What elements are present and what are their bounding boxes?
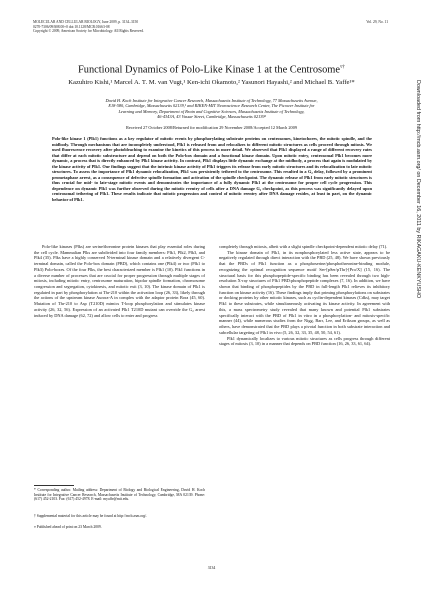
affiliations (42, 98, 381, 120)
journal-line-1: MOLECULAR AND CELLULAR BIOLOGY, June 2009, p. 3134–3150 (33, 20, 139, 24)
abstract: Polo-like kinase 1 (Plk1) functions as a key regulator of mitotic events by phosphorylating substrate proteins on centrosomes, kinetochores, the mitotic spindle, and the midbody. Through mechanisms that are incompletely understood, Plk1 is released from and relocalizes to different mitotic structures as cells proceed through mitosis. We used fluorescence recovery after photobleaching to examine the kinetics of this process in more detail. We observed that Plk1 displayed a range of different recovery rates that differ at each mitotic substructure and depend on both the Polo-box domain and a functional kinase domain. Upon mitotic entry, centrosomal Plk1 becomes more dynamic, a process that is directly enhanced by Plk1 kinase activity. In contrast, Plk1 displays little dynamic exchange at the midbody, a process that again is modulated by the kinase activity of Plk1. Our findings suggest that the intrinsic kinase activity of Plk1 triggers its release from early mitotic structures and its relocalization to late mitotic structures. To assess the importance of Plk1 dynamic relocalization, Plk1 was persistently tethered to the centrosome. This resulted in a G₂ delay, followed by a prominent prometaphase arrest, as a consequence of defective spindle formation and activation of the spindle checkpoint. The dynamic release of Plk1 from early mitotic structures is thus crucial for mid- to late-stage mitotic events and demonstrates the importance of a fully dynamic Plk1 at the centrosome for proper cell cycle progression. This dependence on dynamic Plk1 was further observed during the mitotic reentry of cells after a DNA damage G₂ checkpoint, as this process was significantly delayed upon centrosomal tethering of Plk1. These results indicate that mitotic progression and control of mitotic reentry after DNA damage resides, at least in part, on the dynamic behavior of Plk1. (52, 136, 372, 203)
footnote-divider (34, 485, 74, 486)
body-paragraph: Plk1 dynamically localizes to various mitotic structures as cells progress through different stages of mitosis (3, 10) in a manner that depends on PBD function (16, 26, 33, 61, 64). (219, 335, 390, 347)
body-column-right (219, 244, 390, 539)
journal-line-2: 0270-7306/09/$08.00+0 doi:10.1128/MCB.01663-08 (33, 24, 110, 29)
journal-header (33, 20, 233, 34)
supplemental-footnote[interactable]: † Supplemental material for this article may be found at http://mcb.asm.org/. (34, 514, 148, 518)
body-paragraph: completely through mitosis, albeit with a slight spindle checkpoint-dependent mitotic delay (71). (219, 244, 388, 249)
corresponding-author-footnote: * Corresponding author. Mailing address: Department of Biology and Biological Engineering, David H. Koch Institute for Integrative Cancer Research, Massachusetts Institute of Technology, Cambridge, MA 02139. Phone: (617) 452-2103. Fax: (617) 452-4978. E-mail: myaffe@mit.edu. (34, 488, 205, 502)
author-list: Kazuhiro Kishi,¹ Marcel A. T. M. van Vugt,¹ Ken-ichi Okamoto,² Yasunori Hayashi,² and Michael B. Yaffe¹* (68, 79, 355, 86)
title-text: Functional Dynamics of Polo-Like Kinase 1 at the Centrosome (77, 64, 340, 76)
affiliation-line-3: Learning and Memory, Department of Brain and Cognitive Sciences, Massachusetts Institute of Technology, (118, 108, 305, 114)
download-sidebar (414, 80, 421, 520)
article-title (20, 62, 403, 76)
download-notice[interactable]: Downloaded from http://mcb.asm.org/ on December 16, 2011 by RIKAGAKU-KENKYUSHO (415, 80, 421, 299)
body-paragraph: Polo-like kinases (Plks) are serine/threonine protein kinases that play essential roles during the cell cycle. Mammalian Plks are subdivided into four family members: Plk1, Plk2, Plk3, and Plk4 (35). Plks have a highly conserved N-terminal kinase domain and a relatively divergent C-terminal domain, called the Polo-box domain (PBD), which contains one (Plk4) or two (Plk1 to Plk3) Polo-boxes. Of the four Plks, the best characterized member is Plk1 (10). Plk1 functions in a diverse number of processes that are crucial for proper progression through multiple stages of mitosis, including mitotic entry, centrosome maturation, bipolar spindle formation, chromosome congression and segregation, cytokinesis, and mitotic exit (3, 10). The kinase domain of Plk1 is regulated in part by phosphorylation at Thr-210 within the activation loop (26, 33), likely through the actions of the upstream kinase Aurora-A in complex with the adaptor protein Bora (45, 60). Mutation of Thr-210 to Asp (T210D) mimics T-loop phosphorylation and stimulates kinase activity (26, 32, 56). Expression of an activated Plk1 T210D mutant can override the G₂ arrest induced by DNA damage (62, 72) and allow cells to enter and progress (34, 244, 205, 318)
volume-issue: Vol. 29, No. 11 (366, 20, 388, 24)
affiliation-line-1: David H. Koch Institute for Integrative Cancer Research, Massachusetts Institute of Technology, 77 Massachusetts Avenue, (105, 98, 318, 103)
published-footnote: ▿ Published ahead of print on 23 March 2009. (34, 525, 102, 529)
body-paragraph: The kinase domain of Plk1, in its nonphosphorylated less active state, appears to be negatively regulated through direct interaction with the PBD (25, 48). We have shown previously that the PBDs of Plk1 function as a phosphoserine/phosphothreonine-binding module, recognizing the optimal recognition sequence motif Ser-[pSer/pThr]-[Pro/X] (15, 16). The structural basis for this phosphopeptide-specific binding has been revealed through two high-resolution X-ray structures of Plk1 PBD:phosphopeptide complexes (7, 16). In addition, we have shown that binding of phosphopeptides by the PBD in full-length Plk1 relieves its inhibitory function on kinase activity (16). These findings imply that priming phosphorylations on substrates or docking proteins by other mitotic kinases, such as cyclin-dependent kinases (Cdks), may target Plk1 to these substrates, while simultaneously activating its kinase activity. In agreement with this, a mass spectrometry study revealed that many known and potential Plk1 substrates specifically interact with the PBD of Plk1 in vitro in a phosphorylation- and mitosis-specific manner (44), while numerous studies from the Nigg, Barr, Lee, and Erikson groups, as well as others, have demonstrated that the PBD plays a pivotal function in both substrate interaction and subcellular targeting of Plk1 in vivo (5, 26, 32, 33, 35, 48, 50, 54, 61). (219, 249, 390, 335)
title-footnote-marks[interactable]: ▿† (340, 65, 346, 70)
received-dates: Received 27 October 2008/Returned for modification 29 November 2008/Accepted 12 March 2009 (126, 125, 297, 130)
page-number: 3134 (207, 566, 216, 570)
body-column-left (34, 244, 205, 478)
affiliation-line-4: 46-4343A, 43 Vassar Street, Cambridge, Massachusetts 02139² (157, 114, 266, 120)
journal-line-3: Copyright © 2009, American Society for Microbiology. All Rights Reserved. (33, 29, 144, 34)
affiliation-line-2: E18-580, Cambridge, Massachusetts 02139,¹ and RIKEN-MIT Neuroscience Research Center, The Picower Institute for (108, 103, 315, 109)
